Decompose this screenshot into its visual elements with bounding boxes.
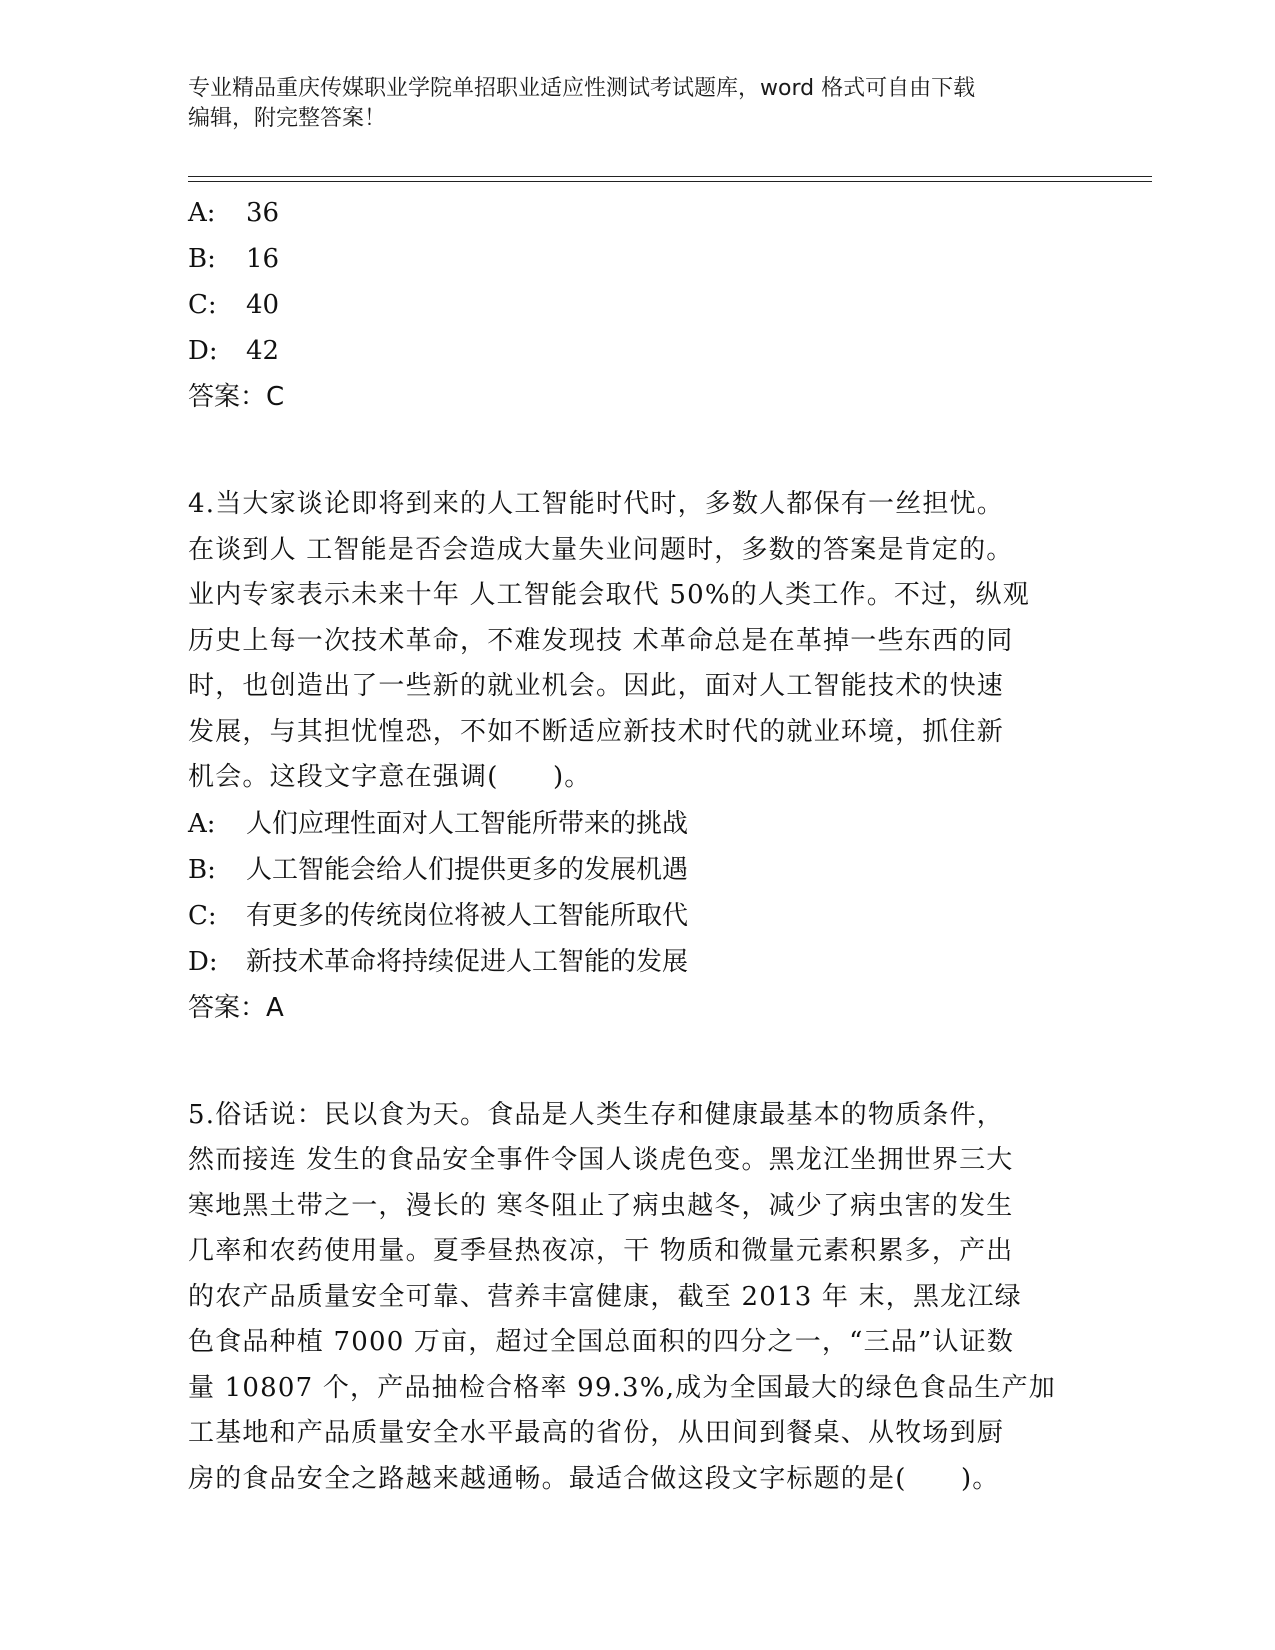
option-text: 有更多的传统岗位将被人工智能所取代	[246, 900, 689, 931]
option-text: 人工智能会给人们提供更多的发展机遇	[246, 854, 689, 885]
spacer	[188, 420, 1088, 482]
option-letter: A:	[188, 198, 216, 228]
option-letter: D:	[188, 336, 218, 366]
option-text: 人们应理性面对人工智能所带来的挑战	[246, 808, 689, 839]
header-divider	[188, 176, 1152, 182]
question-line: 的农产品质量安全可靠、营养丰富健康，截至 2013 年 末，黑龙江绿	[188, 1281, 1022, 1312]
question-4-stem	[188, 482, 1088, 801]
question-line: 时，也创造出了一些新的就业机会。因此，面对人工智能技术的快速	[188, 671, 1005, 701]
question-line: 4.当大家谈论即将到来的人工智能时代时，多数人都保有一丝担忧。	[188, 489, 1005, 519]
option-text: 42	[246, 336, 280, 366]
document-content	[188, 190, 1088, 1502]
option-d	[188, 939, 1088, 985]
option-b	[188, 847, 1088, 893]
question-line: 寒地黑土带之一，漫长的 寒冬阻止了病虫越冬，减少了病虫害的发生	[188, 1190, 1014, 1221]
question-line: 发展，与其担忧惶恐，不如不断适应新技术时代的就业环境，抓住新	[188, 716, 1005, 747]
option-text: 36	[246, 198, 280, 228]
answer-line: 答案：A	[188, 992, 284, 1023]
option-letter: D:	[188, 946, 218, 977]
answer-line: 答案：C	[188, 382, 285, 412]
option-text: 16	[246, 244, 280, 274]
question-line: 在谈到人 工智能是否会造成大量失业问题时，多数的答案是肯定的。	[188, 534, 1014, 565]
question-line: 色食品种植 7000 万亩，超过全国总面积的四分之一，“三品”认证数	[188, 1327, 1015, 1357]
spacer	[188, 1031, 1088, 1093]
option-d	[188, 328, 1088, 374]
option-c	[188, 893, 1088, 939]
option-a	[188, 801, 1088, 847]
question-line: 量 10807 个，产品抽检合格率 99.3%,成为全国最大的绿色食品生产加	[188, 1372, 1056, 1403]
option-text: 40	[246, 290, 280, 320]
option-letter: C:	[188, 290, 217, 320]
question-3-options	[188, 190, 1088, 374]
question-line: 然而接连 发生的食品安全事件令国人谈虎色变。黑龙江坐拥世界三大	[188, 1145, 1014, 1175]
option-a	[188, 190, 1088, 236]
question-line: 历史上每一次技术革命，不难发现技 术革命总是在革掉一些东西的同	[188, 625, 1014, 656]
page-header	[188, 74, 1068, 134]
option-letter: B:	[188, 244, 216, 274]
question-4-options	[188, 801, 1088, 985]
question-5-stem	[188, 1093, 1088, 1503]
option-letter: C:	[188, 900, 217, 931]
option-c	[188, 282, 1088, 328]
question-line: 工基地和产品质量安全水平最高的省份，从田间到餐桌、从牧场到厨	[188, 1418, 1005, 1448]
option-text: 新技术革命将持续促进人工智能的发展	[246, 946, 689, 977]
question-line: 业内专家表示未来十年 人工智能会取代 50%的人类工作。不过，纵观	[188, 580, 1030, 610]
question-line: 几率和农药使用量。夏季昼热夜凉，干 物质和微量元素积累多，产出	[188, 1236, 1014, 1266]
header-line: 专业精品重庆传媒职业学院单招职业适应性测试考试题库，word 格式可自由下载	[188, 76, 976, 101]
question-line: 5.俗话说：民以食为天。食品是人类生存和健康最基本的物质条件，	[188, 1099, 1005, 1130]
question-line: 机会。这段文字意在强调( )。	[188, 762, 592, 792]
option-letter: A:	[188, 808, 216, 839]
option-b	[188, 236, 1088, 282]
question-line: 房的食品安全之路越来越通畅。最适合做这段文字标题的是( )。	[188, 1463, 1000, 1494]
option-letter: B:	[188, 854, 216, 885]
header-line: 编辑，附完整答案！	[188, 106, 387, 131]
